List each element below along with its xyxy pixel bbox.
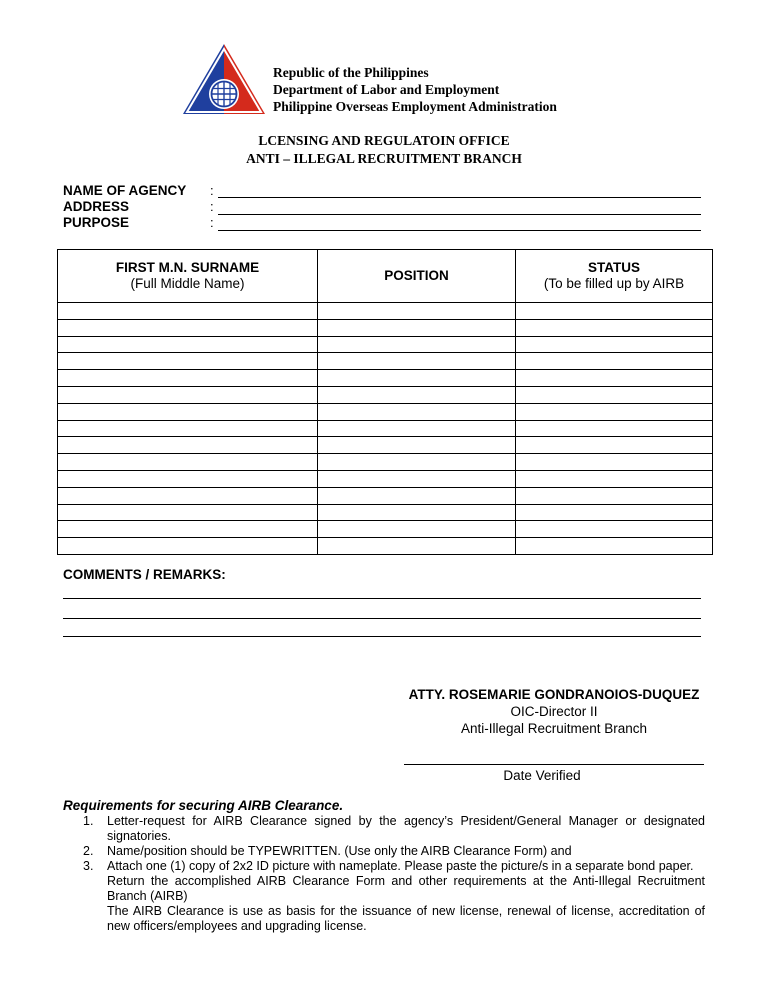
position-cell[interactable] (318, 504, 516, 521)
status-cell[interactable] (516, 538, 713, 555)
purpose-label: PURPOSE (63, 215, 130, 230)
name-cell[interactable] (58, 386, 318, 403)
requirement-text-1: Letter-request for AIRB Clearance signed by the agency’s President/General Manager or designated signatories. (107, 814, 705, 843)
position-cell[interactable] (318, 403, 516, 420)
signatory-title: OIC-Director II (510, 704, 598, 719)
table-row (58, 319, 713, 336)
name-cell[interactable] (58, 437, 318, 454)
requirement-number-2: 2. (83, 844, 94, 858)
requirement-item-2 (63, 844, 705, 859)
purpose-field[interactable] (218, 230, 701, 231)
table-row (58, 353, 713, 370)
purpose-colon: : (210, 215, 214, 230)
status-cell[interactable] (516, 403, 713, 420)
name-cell[interactable] (58, 504, 318, 521)
name-cell[interactable] (58, 454, 318, 471)
name-cell[interactable] (58, 470, 318, 487)
table-row (58, 303, 713, 320)
comments-label: COMMENTS / REMARKS: (63, 567, 226, 582)
column-header-name-subtitle: (Full Middle Name) (130, 276, 245, 291)
name-cell[interactable] (58, 319, 318, 336)
requirement-basis-note: The AIRB Clearance is use as basis for the issuance of new license, renewal of license, accreditation of new officers/employees and upgrading license. (107, 904, 705, 933)
signatory-office: Anti-Illegal Recruitment Branch (460, 721, 648, 736)
status-cell[interactable] (516, 353, 713, 370)
requirement-item-1 (63, 814, 705, 844)
column-header-name (58, 250, 318, 303)
table-row (58, 454, 713, 471)
position-cell[interactable] (318, 437, 516, 454)
position-cell[interactable] (318, 336, 516, 353)
status-cell[interactable] (516, 319, 713, 336)
position-cell[interactable] (318, 319, 516, 336)
status-cell[interactable] (516, 504, 713, 521)
position-cell[interactable] (318, 538, 516, 555)
roster-table (57, 249, 713, 555)
requirement-number-3: 3. (83, 859, 94, 873)
position-cell[interactable] (318, 487, 516, 504)
column-header-position-title: POSITION (384, 268, 449, 283)
position-cell[interactable] (318, 353, 516, 370)
date-verified-line[interactable] (404, 764, 704, 765)
agency-name-field[interactable] (218, 197, 701, 198)
status-cell[interactable] (516, 303, 713, 320)
position-cell[interactable] (318, 303, 516, 320)
agency-name-colon: : (210, 183, 214, 198)
address-label: ADDRESS (63, 199, 130, 214)
table-row (58, 538, 713, 555)
table-header-row (58, 250, 713, 303)
position-cell[interactable] (318, 420, 516, 437)
column-header-name-title: FIRST M.N. SURNAME (115, 260, 260, 275)
table-row (58, 403, 713, 420)
position-cell[interactable] (318, 454, 516, 471)
requirement-item-3 (63, 859, 705, 874)
position-cell[interactable] (318, 370, 516, 387)
name-cell[interactable] (58, 336, 318, 353)
status-cell[interactable] (516, 470, 713, 487)
name-cell[interactable] (58, 353, 318, 370)
office-title: LCENSING AND REGULATOIN OFFICE (258, 133, 510, 148)
dole-logo (183, 44, 265, 114)
status-cell[interactable] (516, 454, 713, 471)
header-republic: Republic of the Philippines (273, 65, 429, 80)
column-header-status-title: STATUS (588, 260, 640, 275)
comments-line-1[interactable] (63, 598, 701, 599)
requirement-text-3: Attach one (1) copy of 2x2 ID picture with nameplate. Please paste the picture/s in a separate bond paper. (107, 859, 694, 873)
requirements-heading: Requirements for securing AIRB Clearance. (63, 798, 344, 813)
column-header-status-subtitle: (To be filled up by AIRB (543, 276, 685, 291)
name-cell[interactable] (58, 303, 318, 320)
header-department: Department of Labor and Employment (273, 82, 500, 97)
status-cell[interactable] (516, 370, 713, 387)
name-cell[interactable] (58, 420, 318, 437)
branch-title: ANTI – ILLEGAL RECRUITMENT BRANCH (246, 151, 522, 166)
table-row (58, 336, 713, 353)
table-row (58, 521, 713, 538)
comments-line-2[interactable] (63, 618, 701, 619)
requirements-list (63, 814, 705, 934)
table-row (58, 470, 713, 487)
requirement-text-2: Name/position should be TYPEWRITTEN. (Use only the AIRB Clearance Form) and (107, 844, 572, 858)
date-verified-label: Date Verified (503, 768, 581, 783)
comments-line-3[interactable] (63, 636, 701, 637)
column-header-status (516, 250, 713, 303)
address-colon: : (210, 199, 214, 214)
status-cell[interactable] (516, 386, 713, 403)
name-cell[interactable] (58, 521, 318, 538)
name-cell[interactable] (58, 403, 318, 420)
status-cell[interactable] (516, 437, 713, 454)
agency-name-label: NAME OF AGENCY (63, 183, 187, 198)
address-field[interactable] (218, 214, 701, 215)
table-row (58, 386, 713, 403)
status-cell[interactable] (516, 487, 713, 504)
position-cell[interactable] (318, 470, 516, 487)
dole-logo-graphic (183, 44, 265, 114)
table-row (58, 437, 713, 454)
position-cell[interactable] (318, 521, 516, 538)
status-cell[interactable] (516, 336, 713, 353)
requirement-return-note: Return the accomplished AIRB Clearance Form and other requirements at the Anti-Illegal Recruitment Branch (AIRB) (107, 874, 705, 903)
name-cell[interactable] (58, 538, 318, 555)
name-cell[interactable] (58, 370, 318, 387)
table-row (58, 487, 713, 504)
position-cell[interactable] (318, 386, 516, 403)
table-row (58, 420, 713, 437)
name-cell[interactable] (58, 487, 318, 504)
status-cell[interactable] (516, 420, 713, 437)
header-administration: Philippine Overseas Employment Administration (273, 99, 557, 114)
table-row (58, 370, 713, 387)
status-cell[interactable] (516, 521, 713, 538)
signatory-name: ATTY. ROSEMARIE GONDRANOIOS-DUQUEZ (408, 687, 700, 702)
column-header-position (318, 250, 516, 303)
table-row (58, 504, 713, 521)
requirement-number-1: 1. (83, 814, 94, 828)
